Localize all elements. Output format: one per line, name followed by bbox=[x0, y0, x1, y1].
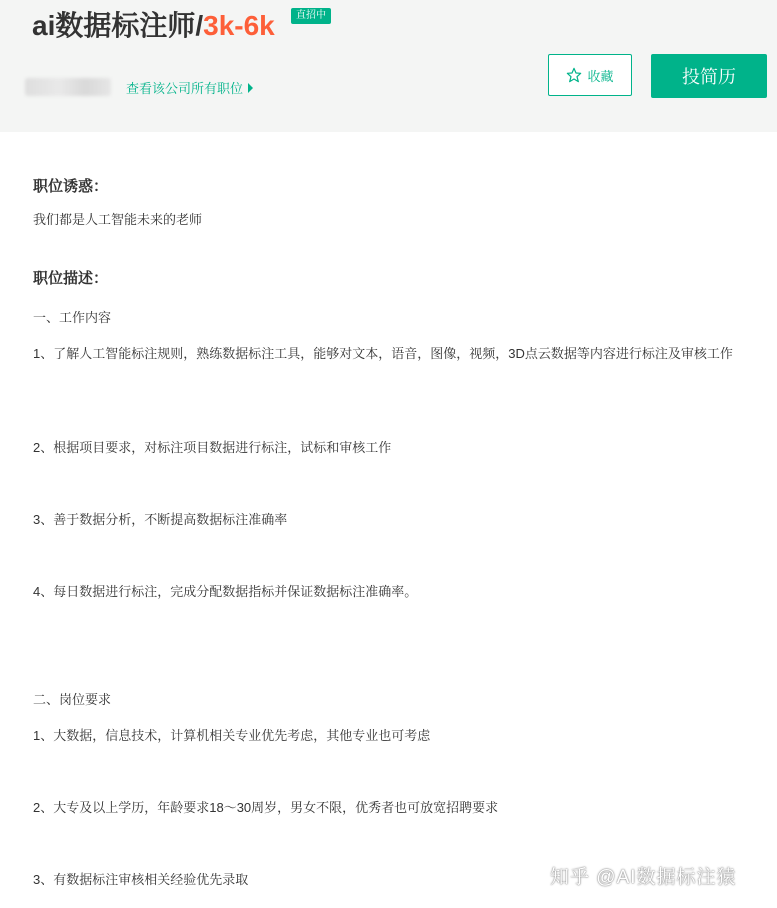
perks-text: 我们都是人工智能未来的老师 bbox=[33, 212, 203, 227]
description-title: 职位描述： bbox=[33, 270, 109, 287]
description-paragraph: 3、有数据标注审核相关经验优先录取 bbox=[33, 872, 249, 887]
salary-range: 3k-6k bbox=[203, 10, 275, 41]
company-name-blurred[interactable] bbox=[25, 78, 111, 96]
company-all-jobs-label: 查看该公司所有职位 bbox=[126, 81, 244, 96]
description-paragraph: 1、大数据，信息技术，计算机相关专业优先考虑，其他专业也可考虑 bbox=[33, 728, 431, 743]
job-title bbox=[32, 4, 275, 44]
job-header bbox=[0, 0, 777, 132]
perks-title: 职位诱惑： bbox=[33, 178, 109, 195]
description-paragraph: 4、每日数据进行标注，完成分配数据指标并保证数据标注准确率。 bbox=[33, 584, 418, 599]
description-paragraph: 二、岗位要求 bbox=[33, 692, 112, 707]
job-title-text: ai数据标注师/ bbox=[32, 10, 204, 41]
favorite-button[interactable] bbox=[548, 54, 632, 96]
zhihu-watermark: 知乎 @AI数据标注猿 bbox=[550, 867, 737, 888]
star-icon bbox=[566, 67, 582, 83]
description-paragraph: 1、了解人工智能标注规则，熟练数据标注工具，能够对文本，语音，图像，视频，3D点云数据等内容进行标注及审核工作 bbox=[33, 346, 733, 361]
description-paragraph: 一、工作内容 bbox=[33, 310, 112, 325]
favorite-label: 收藏 bbox=[587, 68, 614, 84]
company-all-jobs-link[interactable] bbox=[126, 78, 253, 97]
description-paragraph: 2、根据项目要求，对标注项目数据进行标注，试标和审核工作 bbox=[33, 440, 392, 455]
description-paragraph: 3、善于数据分析，不断提高数据标注准确率 bbox=[33, 512, 288, 527]
description-paragraph: 2、大专及以上学历，年龄要求18～30周岁，男女不限，优秀者也可放宽招聘要求 bbox=[33, 800, 499, 815]
hiring-status-badge: 直招中 bbox=[291, 8, 331, 24]
apply-resume-button[interactable]: 投简历 bbox=[651, 54, 767, 98]
caret-right-icon bbox=[248, 83, 253, 93]
